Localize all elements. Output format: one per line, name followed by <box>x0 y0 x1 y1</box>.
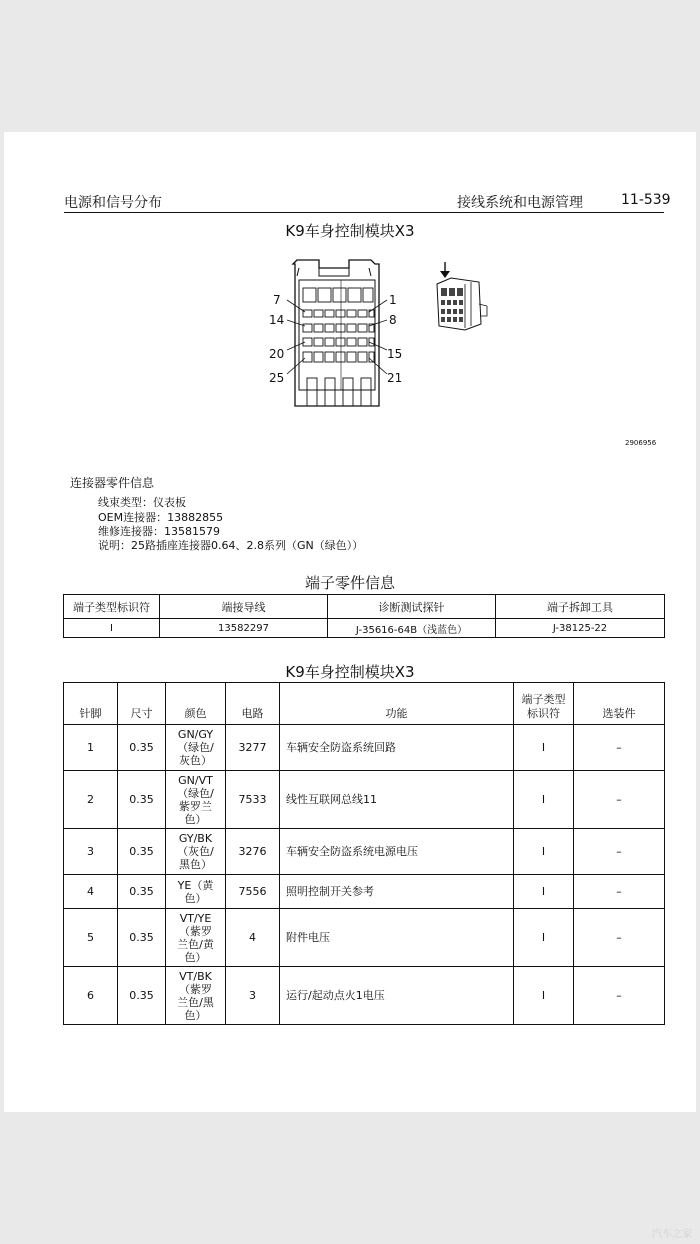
harness-type: 线束类型：仪表板 <box>98 496 186 509</box>
test-probe: J-35616-64B（浅蓝色） <box>328 619 496 638</box>
pin-table <box>63 682 665 1025</box>
th-terminal-id: 端子类型标识符 <box>64 595 160 619</box>
connector-title: K9车身控制模块X3 <box>285 222 415 240</box>
pin-label-14: 14 <box>269 313 285 327</box>
th-option: 选装件 <box>574 683 665 725</box>
pin-label-8: 8 <box>389 313 397 327</box>
header-section: 接线系统和电源管理 <box>457 195 583 211</box>
th-terminated-lead: 端接导线 <box>160 595 328 619</box>
figure-id: 2906956 <box>625 439 657 447</box>
pin-label-15: 15 <box>387 347 403 361</box>
connector-3d-view <box>437 262 487 330</box>
th-release-tool: 端子拆卸工具 <box>496 595 665 619</box>
terminal-id: I <box>64 619 160 638</box>
pin-label-21: 21 <box>387 371 403 385</box>
pin-label-20: 20 <box>269 347 285 361</box>
table-row: 2 0.35 GN/VT （绿色/ 紫罗兰 色） 7533 线性互联网总线11 I – <box>64 771 665 829</box>
service-connector: 维修连接器：13581579 <box>98 525 220 538</box>
release-tool: J-38125-22 <box>496 619 665 638</box>
header-rule <box>64 212 664 213</box>
table-row: 6 0.35 VT/BK （紫罗 兰色/黑 色） 3 运行/起动点火1电压 I – <box>64 967 665 1025</box>
terminated-lead: 13582297 <box>160 619 328 638</box>
th-circuit: 电路 <box>226 683 280 725</box>
table-row: 5 0.35 VT/YE （紫罗 兰色/黄 色） 4 附件电压 I – <box>64 909 665 967</box>
header-left: 电源和信号分布 <box>64 195 162 211</box>
th-pin: 针脚 <box>64 683 118 725</box>
th-terminal-type: 端子类型 标识符 <box>514 683 574 725</box>
connector-diagram <box>259 254 499 414</box>
pin-label-1: 1 <box>389 293 397 307</box>
table-row: 3 0.35 GY/BK （灰色/ 黑色） 3276 车辆安全防盗系统电源电压 I – <box>64 829 665 875</box>
pin-label-7: 7 <box>273 293 281 307</box>
th-test-probe: 诊断测试探针 <box>328 595 496 619</box>
table-row: 1 0.35 GN/GY （绿色/ 灰色） 3277 车辆安全防盗系统回路 I – <box>64 725 665 771</box>
watermark: 汽车之家 <box>652 1229 692 1240</box>
th-function: 功能 <box>280 683 514 725</box>
terminal-info-table <box>63 594 665 638</box>
description: 说明：25路插座连接器0.64、2.8系列（GN（绿色）） <box>98 539 364 552</box>
oem-connector: OEM连接器：13882855 <box>98 511 224 524</box>
document-page <box>4 132 696 1112</box>
terminal-info-title: 端子零件信息 <box>304 574 395 592</box>
pin-label-25: 25 <box>269 371 285 385</box>
th-size: 尺寸 <box>118 683 166 725</box>
page-number: 11-539 <box>621 192 671 208</box>
connector-info-title: 连接器零件信息 <box>70 476 155 490</box>
table-row: 4 0.35 YE（黄 色） 7556 照明控制开关参考 I – <box>64 875 665 909</box>
pin-table-title: K9车身控制模块X3 <box>285 663 415 681</box>
th-color: 颜色 <box>166 683 226 725</box>
